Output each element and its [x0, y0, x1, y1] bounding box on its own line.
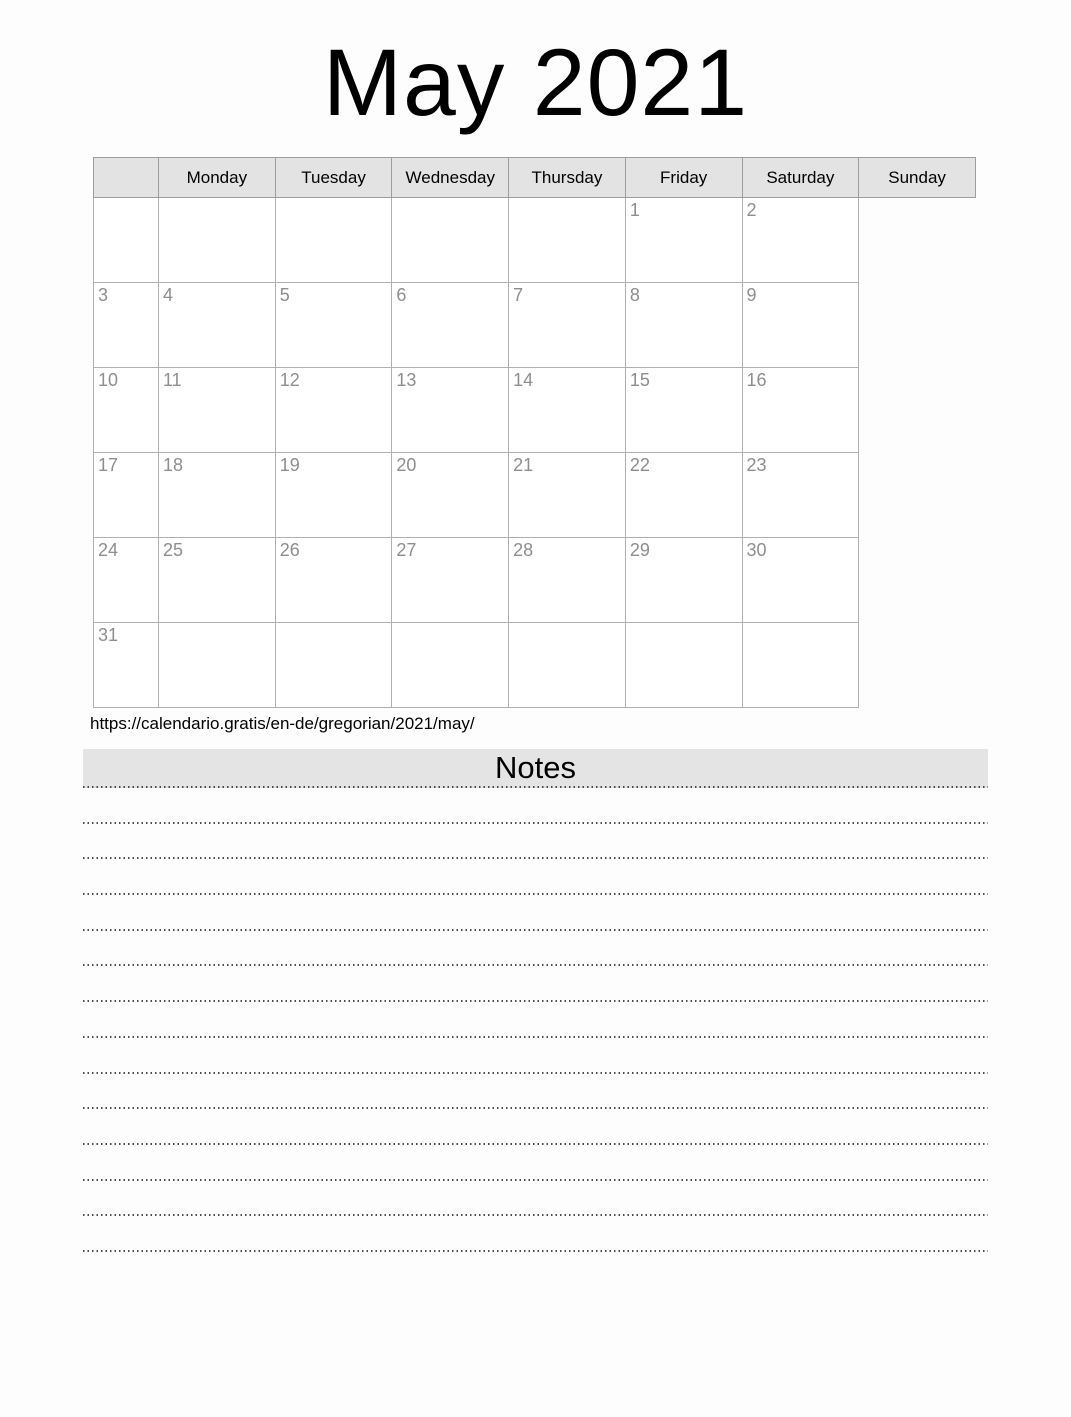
notes-line: [83, 788, 988, 824]
notes-line: [83, 1038, 988, 1074]
source-url: https://calendario.gratis/en-de/gregorian/2021/may/: [90, 714, 475, 733]
empty-day-cell: [392, 198, 509, 283]
day-cell: 25: [159, 538, 276, 623]
day-header: Thursday: [509, 158, 626, 198]
notes-title: Notes: [495, 750, 576, 785]
day-cell: 2: [742, 198, 859, 283]
day-cell: 10: [94, 368, 159, 453]
day-cell: 22: [625, 453, 742, 538]
empty-day-cell: [392, 623, 509, 708]
day-cell: 18: [159, 453, 276, 538]
calendar-header-row: [94, 158, 976, 198]
day-cell: 14: [509, 368, 626, 453]
day-cell: 28: [509, 538, 626, 623]
day-cell: 26: [275, 538, 392, 623]
day-cell: 16: [742, 368, 859, 453]
week-row: [94, 538, 976, 623]
notes-line: [83, 1145, 988, 1181]
page-title: May 2021: [322, 30, 749, 136]
day-cell: 31: [94, 623, 159, 708]
day-header: Sunday: [859, 158, 976, 198]
day-cell: 1: [625, 198, 742, 283]
empty-day-cell: [509, 198, 626, 283]
notes-line: [83, 895, 988, 931]
day-cell: 20: [392, 453, 509, 538]
calendar-table: [93, 157, 976, 708]
day-cell: 24: [94, 538, 159, 623]
day-cell: 23: [742, 453, 859, 538]
day-cell: 30: [742, 538, 859, 623]
notes-line: [83, 1074, 988, 1110]
week-row: [94, 623, 976, 708]
notes-line: [83, 966, 988, 1002]
notes-header: [83, 749, 988, 788]
empty-day-cell: [275, 623, 392, 708]
notes-line: [83, 1181, 988, 1217]
notes-line: [83, 824, 988, 860]
day-header: Friday: [625, 158, 742, 198]
notes-section: [83, 749, 988, 1252]
day-cell: 9: [742, 283, 859, 368]
day-cell: 17: [94, 453, 159, 538]
day-cell: 4: [159, 283, 276, 368]
day-header: Saturday: [742, 158, 859, 198]
day-cell: 15: [625, 368, 742, 453]
notes-line: [83, 1109, 988, 1145]
notes-line: [83, 1002, 988, 1038]
empty-day-cell: [159, 623, 276, 708]
notes-line: [83, 859, 988, 895]
empty-day-cell: [625, 623, 742, 708]
week-row: [94, 283, 976, 368]
day-cell: 13: [392, 368, 509, 453]
day-cell: 27: [392, 538, 509, 623]
empty-day-cell: [94, 198, 159, 283]
calendar-spacer-column: [94, 158, 159, 198]
calendar-body: [94, 198, 976, 708]
day-header: Tuesday: [275, 158, 392, 198]
notes-line: [83, 1216, 988, 1252]
week-row: [94, 453, 976, 538]
day-header: Wednesday: [392, 158, 509, 198]
day-cell: 21: [509, 453, 626, 538]
day-cell: 5: [275, 283, 392, 368]
day-cell: 6: [392, 283, 509, 368]
calendar: [93, 157, 1071, 708]
week-row: [94, 198, 976, 283]
notes-line: [83, 931, 988, 967]
notes-lines: [83, 788, 988, 1252]
empty-day-cell: [275, 198, 392, 283]
day-cell: 29: [625, 538, 742, 623]
empty-day-cell: [509, 623, 626, 708]
week-row: [94, 368, 976, 453]
day-cell: 8: [625, 283, 742, 368]
day-header: Monday: [159, 158, 276, 198]
day-cell: 11: [159, 368, 276, 453]
day-cell: 12: [275, 368, 392, 453]
day-cell: 19: [275, 453, 392, 538]
day-cell: 3: [94, 283, 159, 368]
day-cell: 7: [509, 283, 626, 368]
empty-day-cell: [159, 198, 276, 283]
empty-day-cell: [742, 623, 859, 708]
